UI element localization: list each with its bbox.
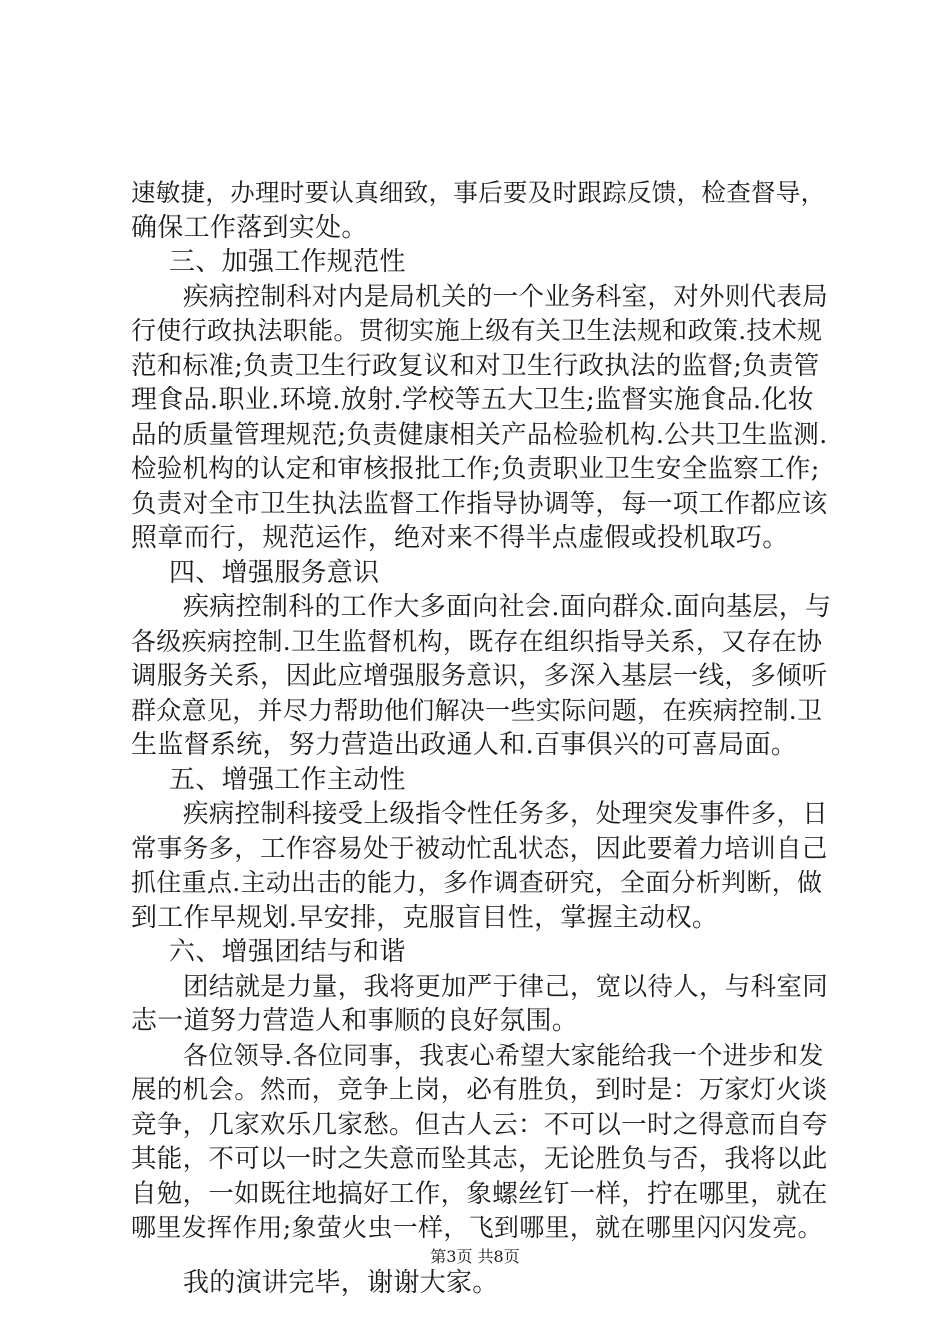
text-line: 我的演讲完毕，谢谢大家。 bbox=[183, 1267, 499, 1298]
text-line: 调服务关系，因此应增强服务意识，多深入基层一线，多倾听 bbox=[131, 661, 828, 691]
text-line: 竞争，几家欢乐几家愁。但古人云：不可以一时之得意而自夸 bbox=[131, 1109, 828, 1140]
section-heading: 三、加强工作规范性 bbox=[169, 247, 406, 277]
text-line: 品的质量管理规范;负责健康相关产品检验机构.公共卫生监测. bbox=[131, 419, 828, 450]
text-line: 理食品.职业.环境.放射.学校等五大卫生;监督实施食品.化妆 bbox=[131, 385, 815, 415]
text-line: 各位领导.各位同事，我衷心希望大家能给我一个进步和发 bbox=[183, 1040, 824, 1070]
text-line: 负责对全市卫生执法监督工作指导协调等，每一项工作都应该 bbox=[131, 488, 828, 519]
text-line: 志一道努力营造人和事顺的良好氛围。 bbox=[131, 1006, 579, 1036]
text-line: 疾病控制科接受上级指令性任务多，处理突发事件多，日 bbox=[183, 799, 829, 829]
text-line: 范和标准;负责卫生行政复议和对卫生行政执法的监督;负责管 bbox=[131, 350, 820, 381]
text-line: 到工作早规划.早安排，克服盲目性，掌握主动权。 bbox=[131, 902, 719, 933]
document-body bbox=[131, 176, 831, 1300]
text-line: 行使行政执法职能。贯彻实施上级有关卫生法规和政策.技术规 bbox=[131, 316, 823, 345]
text-line: 哪里发挥作用;象萤火虫一样，飞到哪里，就在哪里闪闪发亮。 bbox=[131, 1213, 823, 1242]
section-heading: 六、增强团结与和谐 bbox=[169, 937, 406, 967]
text-line: 团结就是力量，我将更加严于律己，宽以待人，与科室同 bbox=[183, 971, 829, 1002]
page-footer: 第3页 共8页 bbox=[430, 1247, 520, 1266]
text-line: 常事务多，工作容易处于被动忙乱状态，因此要着力培训自己 bbox=[131, 833, 828, 864]
section-heading: 五、增强工作主动性 bbox=[169, 764, 406, 795]
text-line: 生监督系统，努力营造出政通人和.百事俱兴的可喜局面。 bbox=[131, 730, 798, 760]
text-line: 各级疾病控制.卫生监督机构，既存在组织指导关系，又存在协 bbox=[131, 626, 823, 656]
text-line: 速敏捷，办理时要认真细致，事后要及时跟踪反馈，检查督导， bbox=[131, 178, 826, 207]
text-line: 自勉，一如既往地搞好工作，象螺丝钉一样，拧在哪里，就在 bbox=[131, 1178, 828, 1209]
text-line: 其能，不可以一时之失意而坠其志，无论胜负与否，我将以此 bbox=[131, 1144, 828, 1174]
text-line: 展的机会。然而，竞争上岗，必有胜负，到时是：万家灯火谈 bbox=[131, 1075, 828, 1105]
section-heading: 四、增强服务意识 bbox=[169, 557, 380, 588]
text-line: 疾病控制科对内是局机关的一个业务科室，对外则代表局 bbox=[183, 281, 829, 312]
text-line: 确保工作落到实处。 bbox=[131, 212, 368, 243]
text-line: 群众意见，并尽力帮助他们解决一些实际问题，在疾病控制.卫 bbox=[131, 695, 823, 725]
text-line: 疾病控制科的工作大多面向社会.面向群众.面向基层，与 bbox=[183, 592, 832, 622]
text-line: 照章而行，规范运作，绝对来不得半点虚假或投机取巧。 bbox=[131, 523, 789, 553]
text-line: 抓住重点.主动出击的能力，多作调查研究，全面分析判断，做 bbox=[131, 868, 823, 897]
text-line: 检验机构的认定和审核报批工作;负责职业卫生安全监察工作; bbox=[131, 454, 820, 484]
